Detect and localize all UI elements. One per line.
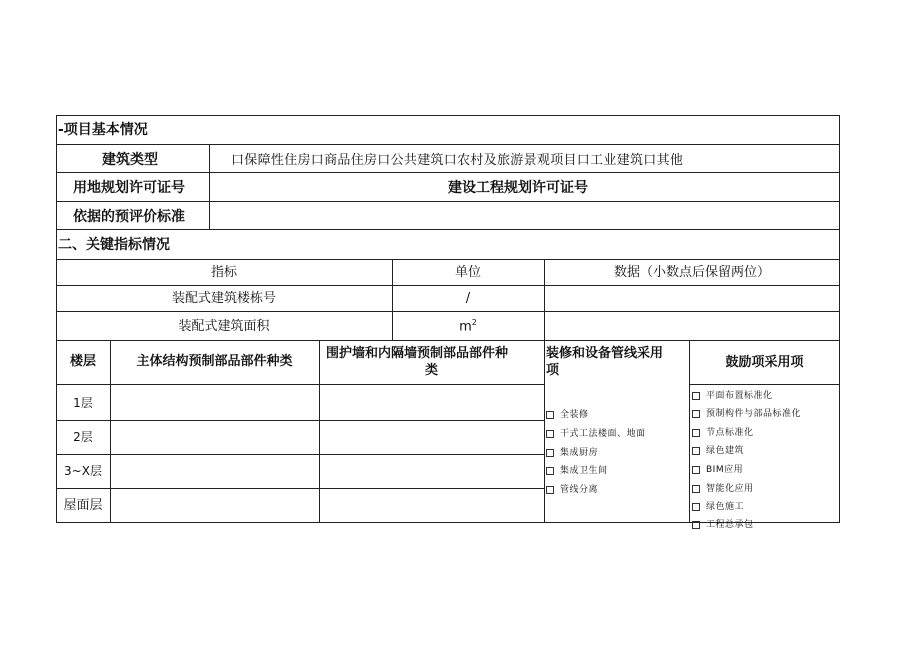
rule <box>56 172 840 173</box>
unit-header: 单位 <box>454 265 481 280</box>
floor-label: 1层 <box>73 396 93 410</box>
checkbox-icon[interactable] <box>692 466 700 474</box>
section-2-heading: 二、关键指标情况 <box>58 237 170 253</box>
checkbox-icon[interactable] <box>692 485 700 493</box>
row-unit-area: $m^2$ <box>459 318 477 335</box>
row-label-building-number: 装配式建筑楼栋号 <box>171 291 276 306</box>
rule <box>56 201 840 202</box>
rule <box>209 144 210 230</box>
building-type-options: 口保障性住房口商品住房口公共建筑口农村及旅游景观项目口工业建筑口其他 <box>231 153 684 168</box>
checkbox-icon[interactable] <box>546 449 554 457</box>
rule-top <box>56 115 840 116</box>
checkbox-icon[interactable] <box>692 410 700 418</box>
main-structure-header: 主体结构预制部品部件种类 <box>136 354 293 369</box>
encourage-option[interactable]: 智能化应用 <box>692 481 754 494</box>
floor-label: 2层 <box>73 430 93 444</box>
checkbox-icon[interactable] <box>546 467 554 475</box>
rule-right <box>839 115 840 523</box>
project-form-table <box>56 115 840 530</box>
row-label-area: 装配式建筑面积 <box>178 319 270 334</box>
encourage-options-cell <box>690 385 839 530</box>
row-unit-building-number: / <box>465 291 471 306</box>
rule <box>56 340 840 341</box>
rule <box>56 311 840 312</box>
decoration-option[interactable]: 集成厨房 <box>546 445 598 458</box>
rule <box>56 285 840 286</box>
encourage-option[interactable]: 绿色建筑 <box>692 443 744 456</box>
data-header: 数据（小数点后保留两位） <box>613 265 770 280</box>
decoration-option[interactable]: 集成卫生间 <box>546 463 608 476</box>
envelope-header-line1: 围护墙和内隔墙预制部品部件种 <box>326 346 509 361</box>
decoration-option[interactable]: 干式工法楼面、地面 <box>546 426 646 439</box>
encourage-option[interactable]: 预制构件与部品标准化 <box>692 406 801 419</box>
floor-header: 楼层 <box>69 354 96 369</box>
checkbox-icon[interactable] <box>546 411 554 419</box>
decoration-header-line1: 装修和设备管线采用 <box>546 346 664 361</box>
encourage-option[interactable]: 工程总承包 <box>692 517 754 530</box>
rule <box>56 454 545 455</box>
rule <box>56 259 840 260</box>
indicator-header: 指标 <box>210 265 237 280</box>
checkbox-icon[interactable] <box>546 486 554 494</box>
floor-label: 3~X层 <box>64 464 102 478</box>
section-1-heading: -项目基本情况 <box>58 122 148 138</box>
floor-label: 屋面层 <box>63 498 103 513</box>
decoration-header-line2: 项 <box>546 363 560 378</box>
encourage-header: 鼓励项采用项 <box>725 355 804 370</box>
land-permit-label: 用地规划许可证号 <box>73 180 185 196</box>
construction-permit-label: 建设工程规划许可证号 <box>448 180 588 196</box>
envelope-header-line2: 类 <box>425 363 439 378</box>
checkbox-icon[interactable] <box>692 447 700 455</box>
rule <box>56 488 545 489</box>
checkbox-icon[interactable] <box>546 430 554 438</box>
rule <box>319 340 320 523</box>
encourage-option[interactable]: 平面布置标准化 <box>692 388 773 401</box>
checkbox-icon[interactable] <box>692 503 700 511</box>
rule <box>56 144 840 145</box>
rule <box>544 259 545 523</box>
checkbox-icon[interactable] <box>692 429 700 437</box>
decoration-option[interactable]: 管线分离 <box>546 482 598 495</box>
standard-label: 依据的预评价标准 <box>73 209 185 225</box>
rule <box>56 229 840 230</box>
encourage-option[interactable]: 绿色施工 <box>692 499 744 512</box>
encourage-option[interactable]: 节点标准化 <box>692 425 754 438</box>
decoration-option[interactable]: 全装修 <box>546 407 589 420</box>
building-type-label: 建筑类型 <box>102 152 158 168</box>
rule <box>56 384 545 385</box>
encourage-option[interactable]: BIM应用 <box>692 462 743 475</box>
checkbox-icon[interactable] <box>692 392 700 400</box>
rule-left <box>56 115 57 523</box>
rule <box>56 420 545 421</box>
checkbox-icon[interactable] <box>692 521 700 529</box>
